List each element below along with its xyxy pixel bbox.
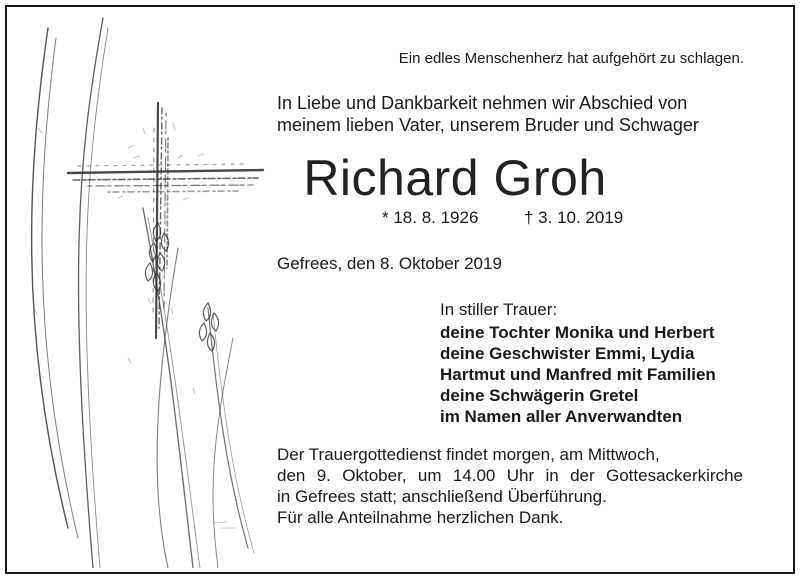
service-line: Der Trauergottedienst findet morgen, am Mittwoch, xyxy=(277,445,660,464)
service-line: in Gefrees statt; anschließend Überführung. xyxy=(277,487,607,506)
lead-line: In Liebe und Dankbarkeit nehmen wir Abschied von xyxy=(277,93,688,113)
place-date: Gefrees, den 8. Oktober 2019 xyxy=(277,254,502,273)
lead-line: meinem lieben Vater, unserem Bruder und Schwager xyxy=(277,115,699,135)
cross-wheat-illustration xyxy=(8,8,268,568)
mourner-line: deine Tochter Monika und Herbert xyxy=(440,323,715,342)
death-date: † 3. 10. 2019 xyxy=(524,208,624,227)
mourning-label: In stiller Trauer: xyxy=(440,300,558,319)
birth-date: * 18. 8. 1926 xyxy=(382,208,479,227)
deceased-name: Richard Groh xyxy=(303,150,607,206)
service-info xyxy=(277,444,743,528)
mourner-line: im Namen aller Anverwandten xyxy=(440,407,683,426)
intro-line: Ein edles Menschenherz hat aufgehört zu schlagen. xyxy=(398,50,744,67)
cross-icon xyxy=(68,103,263,338)
wheat-stalks xyxy=(32,18,254,568)
mourner-line: Hartmut und Manfred mit Familien xyxy=(440,365,716,384)
mourner-line: deine Schwägerin Gretel xyxy=(440,386,639,405)
service-line: den 9. Oktober, um 14.00 Uhr in der Gottesackerkirche xyxy=(277,466,743,485)
mourner-line: deine Geschwister Emmi, Lydia xyxy=(440,344,695,363)
lead-text xyxy=(277,92,699,136)
service-line: Für alle Anteilnahme herzlichen Dank. xyxy=(277,508,564,527)
mourners-list xyxy=(440,322,716,427)
